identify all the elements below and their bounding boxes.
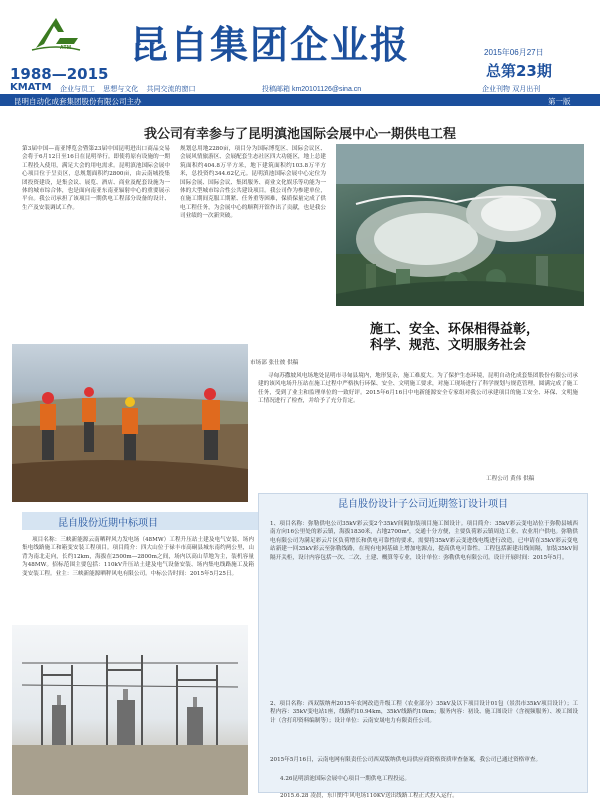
page-label: 第一版 <box>548 97 571 106</box>
notice-dianchi-project: 4.26昆明滇池国际会展中心项目一期供电工程投运。 <box>280 776 410 782</box>
substation-photo <box>12 625 248 795</box>
logo-text: ATM <box>60 45 72 51</box>
lead-article-title: 我公司有幸参与了昆明滇池国际会展中心一期供电工程 <box>143 127 456 142</box>
paper-title: 昆自集团企业报 <box>130 23 411 67</box>
design-project-2: 2、项目名称：西双版纳州2015年农网改造升级工程（农业部分）35kV及以下项目设计01包（景洪市35kV项目设计）；工程内容：35kV变电站1座，线路约10.94km，35kV线路约10km；服务内容：初设、施工图设计（含视频服务）、竣工图设计（含打印资料编制等）；设计单位：云南安晟电力有限责任公司。 <box>270 701 578 724</box>
publication-type: 企业刊物 双月出刊 <box>482 85 541 93</box>
construction-site-photo <box>12 344 248 502</box>
construction-article-byline: 工程公司 黄伟 供稿 <box>486 476 535 482</box>
construction-article-title <box>370 322 539 354</box>
left-article-body: 项目名称：三峡新能源云南晒秤风力发电场（48MW）工程升压站土建及电气安装、场内集电线路施工和箱变安装工程项目。项目简介：四大山位于禄丰市高硐县城东南约两公里，山背为南北走向，长约12km，海拔在2500m—2800m之间，场内以高山草地为主，装机容量为48MW。招标范围主要包括：110kV升压站土建及电气设备安装、场内集电线路施工及箱变安装工程。业主：三峡新能源晒秤风电有限公司。中标公告时间：2015年5月25日。 <box>22 537 254 577</box>
construction-title-line-2: 科学、规范、文明服务社会 <box>370 338 527 353</box>
design-project-1: 1、项目名称：弥勒供电公司35kV彩云变2个35kV间隔加装项目施工图设计。项目简介：35kV彩云变电站位于弥勒县城西南方向16公里处的彩云镇，海拔1830米，占地2700m²，交通十分方便，主要负荷彩云镇周边工业、农业用户供电。弥勒供电有限公司为满足彩云片区负荷增长和供电可靠性的要求，需要将35kV彩云变进线电缆进行改造，已申请在35kV彩云变电站新建一回35kV彩云至弥勒线路，在现有电网基础上增加电源点，提高供电可靠性。工程包括新建出线间隔，加装35kV间隔开关柜，设计内容包括一次、二次、土建、概算等专业，设计单位：弥勒供电有限公司。设计开展时间：2015年5月。 <box>270 521 578 561</box>
construction-article-body: 寻甸苏撒坡风电场地处昆明市寻甸县境内，地形复杂，施工难度大。为了保护生态环境，昆明自动化成套集团股份有限公司承建的该风电场升压站在施工过程中严格执行环保、安全、文明施工要求，对施工现场进行了科学规划与规范管理，圆满完成了施工任务，受到了业主和监理单位的一致好评。2015年6月16日中电新能源安全专家组对我公司承建项目的施工安全、环保、文明施工情况进行了检查，并给予了充分肯定。 <box>258 373 578 405</box>
brand-abbrev: KMATM <box>10 82 52 93</box>
lead-article-byline: 市场部 张仕彼 供稿 <box>250 360 299 366</box>
notice-qualification: 2015年5月16日，云南电网有限责任公司西双版纳供电局供应商资格资质审查备案，我公司已通过资格审查。 <box>270 757 542 763</box>
years-range: 1988—2015 <box>10 65 109 83</box>
left-article-title: 昆自股份近期中标项目 <box>58 518 158 529</box>
contact-email: 投稿邮箱 km20101126@sina.cn <box>262 86 362 93</box>
sponsor-text: 昆明自动化成套集团股份有限公司主办 <box>14 97 142 106</box>
construction-title-line-1: 施工、安全、环保相得益彰， <box>370 322 540 337</box>
notice-dongchuan-project: 2015.6.28 凌晨，东川野牛风电场110KV送出线路工程正式投入运行。 <box>280 793 458 799</box>
design-projects-title: 昆自股份设计子公司近期签订设计项目 <box>338 499 508 510</box>
lead-article-column-1: 第3届中国—南亚博览会暨第23届中国昆明进出口商品交易会将于6月12日至16日在昆明举行。即使将原有设施的一期工程投入使用，满足大会的用电需求。昆明滇池国际会展中心项目位于呈贡区，总规划面积约2800亩，由云南城投集团投资建设，是集会议、展览、酒店、商业及配套设施为一体的城市综合体，也是面向南亚东南亚辐射中心的重要展示平台。我公司承担了该项目一期供电工程部分设备的设计、生产及安装调试工作。 <box>22 146 170 211</box>
issue-date: 2015年06月27日 <box>484 48 544 57</box>
company-logo <box>30 14 82 56</box>
lead-article-column-2: 规划总用地2280亩，项目分为国际博览区、国际会议区、会展风情旅游区、会展配套生态社区四大功能区，地上总建筑面积约404.8万平方米，地下建筑面积约103.8万平方米，总投资约344.62亿元。昆明滇池国际会展中心定位为国际会展、国际会议、集团服务、商业文化娱乐等功能为一体的大型城市综合性公共建设项目。我公司作为参建单位，在施工期间克服工期紧、任务重等困难，保质保量完成了供电工程任务，为会展中心的顺利开馆作出了贡献，也是我公司业绩的一次新突破。 <box>180 146 326 220</box>
issue-number: 总第23期 <box>486 62 552 80</box>
slogans: 企业与员工 思想与文化 共同交流的窗口 <box>60 85 196 93</box>
convention-center-rendering <box>336 144 584 306</box>
